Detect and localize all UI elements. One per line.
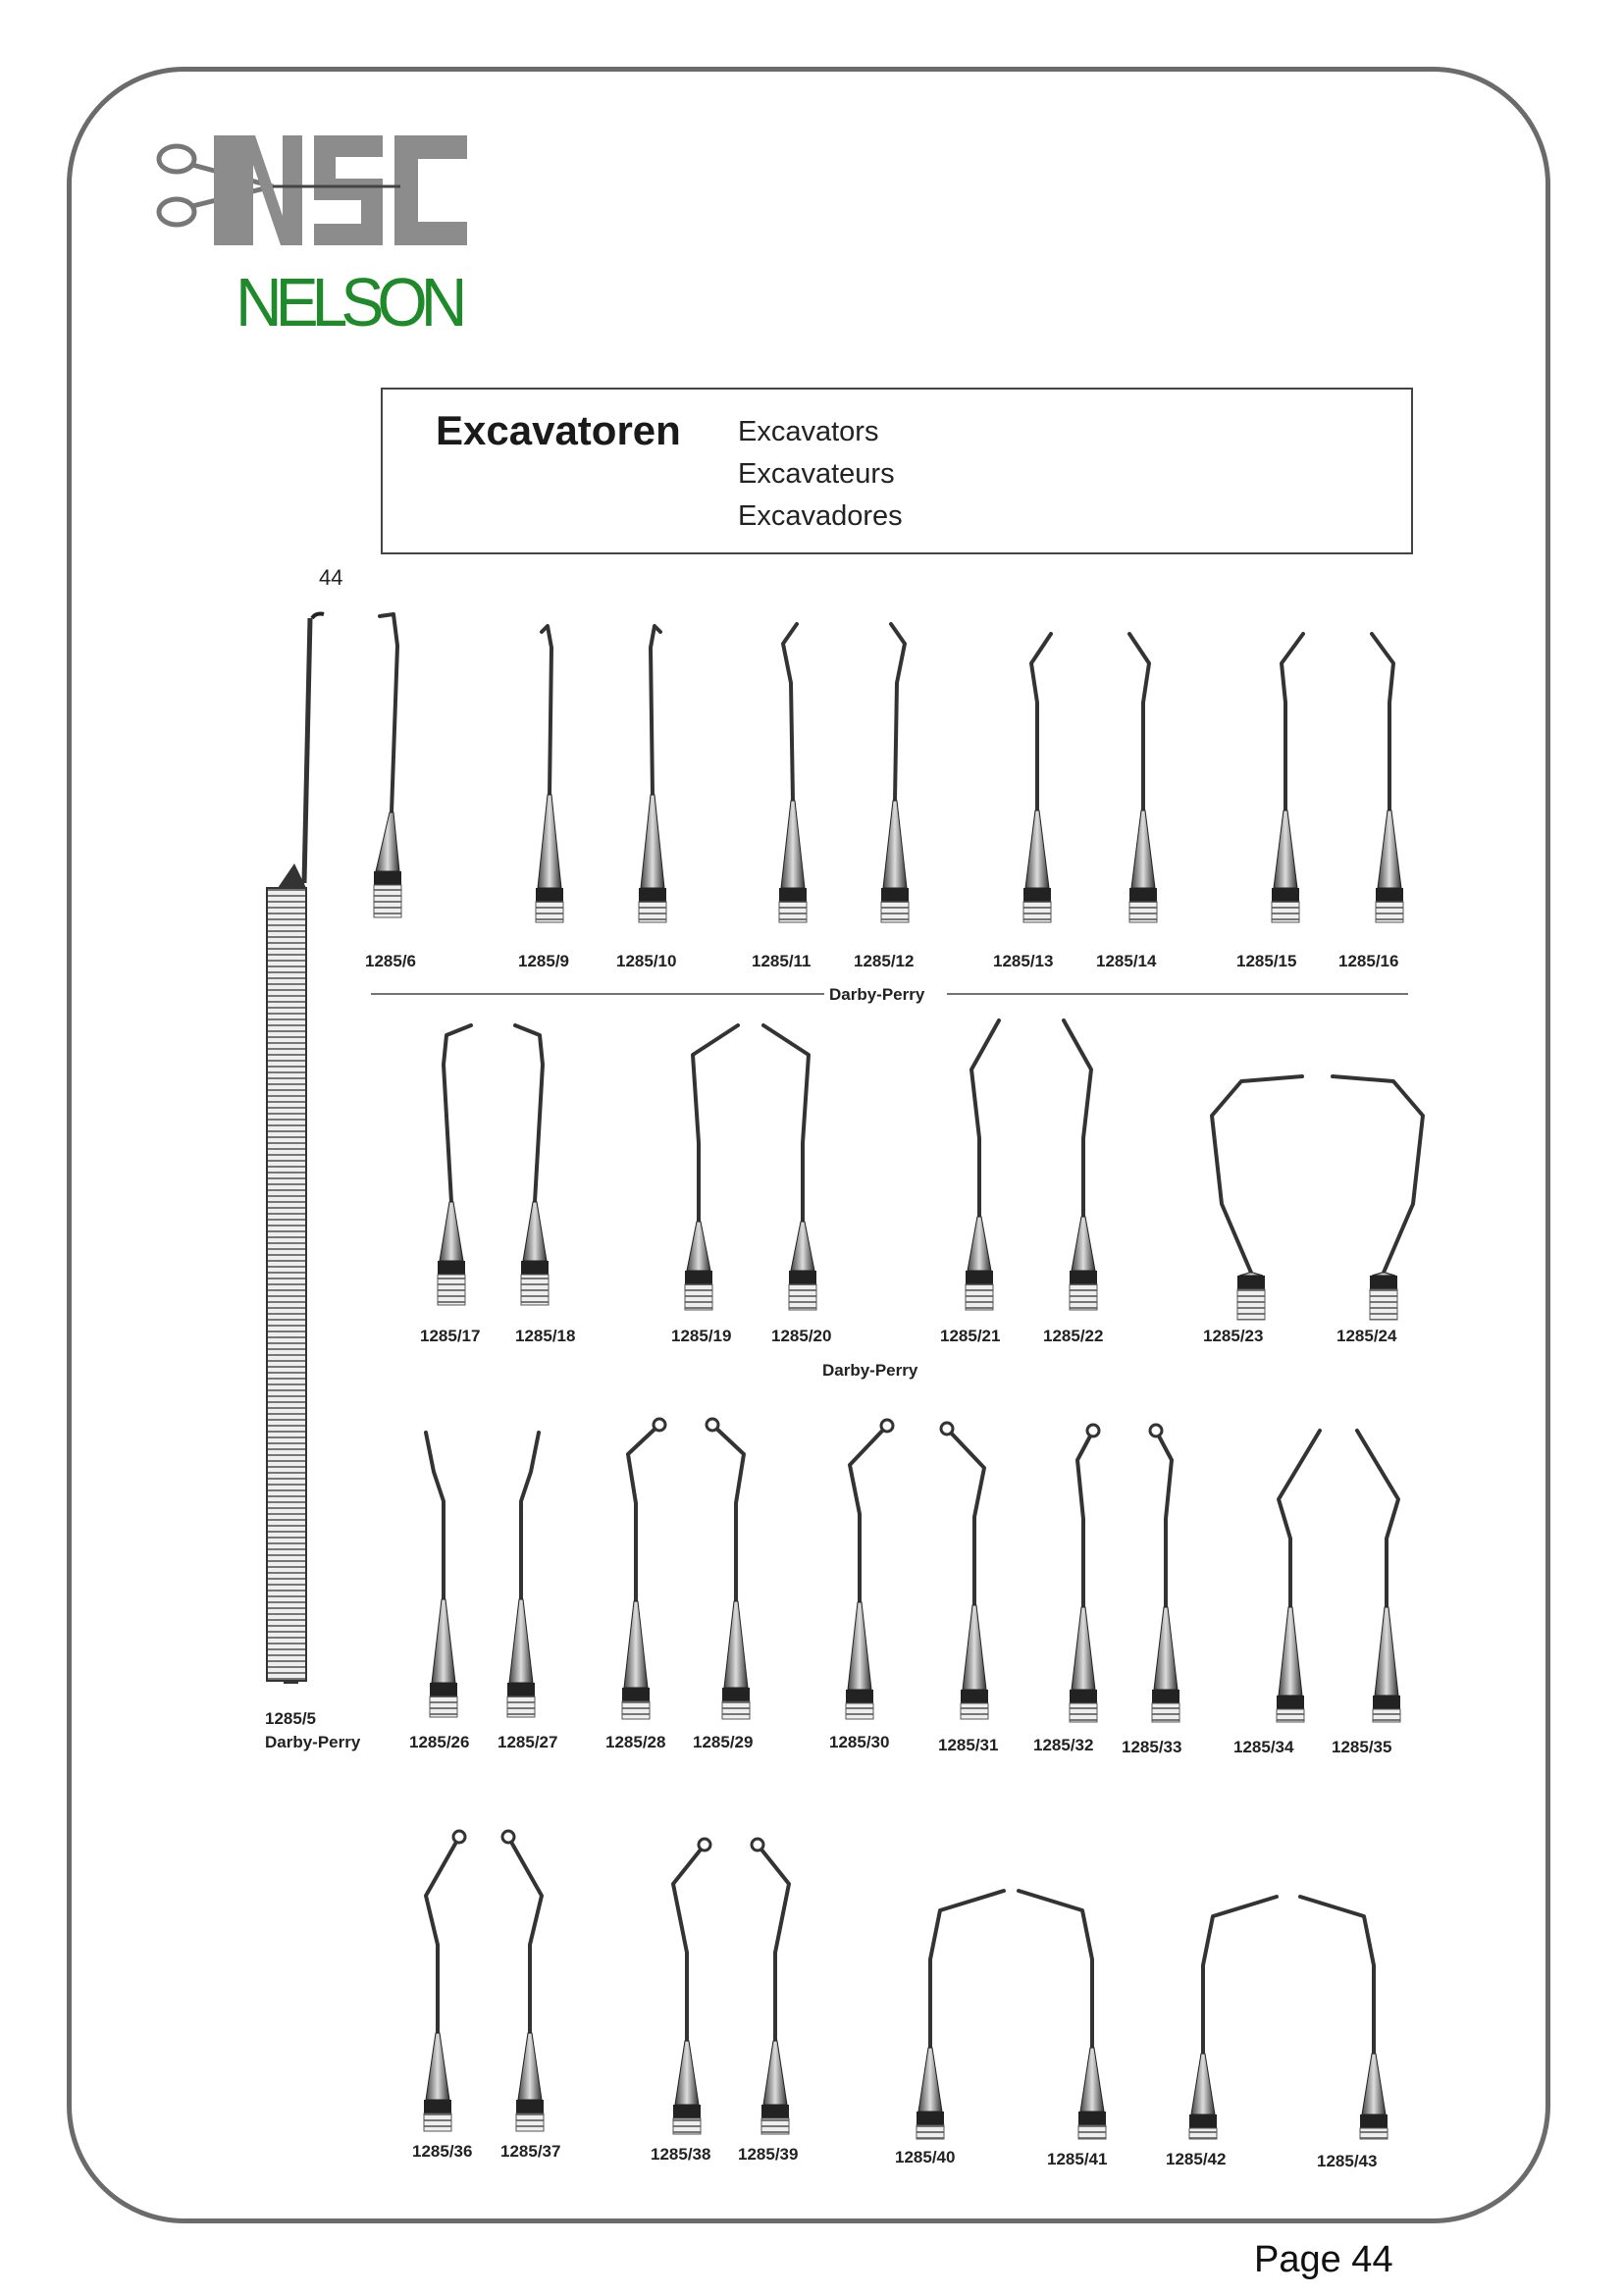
page-title: Excavatoren: [436, 407, 681, 453]
code-1285-36: 1285/36: [412, 2142, 473, 2161]
section-label-darby-perry-2: Darby-Perry: [822, 1361, 918, 1380]
instrument-1285-23: [1212, 1076, 1302, 1320]
instrument-1285-35: [1357, 1431, 1400, 1722]
instrument-1285-14: [1129, 634, 1157, 922]
long-instrument-note: Darby-Perry: [265, 1733, 361, 1751]
code-1285-13: 1285/13: [993, 952, 1054, 970]
instrument-1285-38: [673, 1839, 710, 2134]
instrument-1285-27: [507, 1433, 539, 1717]
code-1285-42: 1285/42: [1166, 2150, 1227, 2168]
instrument-1285-36: [424, 1831, 465, 2131]
code-1285-35: 1285/35: [1332, 1738, 1392, 1756]
instrument-1285-32: [1070, 1425, 1099, 1722]
code-1285-24: 1285/24: [1336, 1327, 1397, 1345]
brand-name: NELSON: [236, 264, 461, 340]
instrument-1285-20: [763, 1025, 816, 1310]
translation-en: Excavators: [738, 416, 879, 447]
code-1285-40: 1285/40: [895, 2148, 956, 2166]
instrument-1285-41: [1019, 1891, 1106, 2139]
instrument-1285-19: [685, 1025, 738, 1310]
code-1285-39: 1285/39: [738, 2145, 799, 2164]
code-1285-6: 1285/6: [365, 952, 416, 970]
code-1285-23: 1285/23: [1203, 1327, 1264, 1345]
instrument-1285-11: [779, 624, 807, 922]
instrument-1285-24: [1333, 1076, 1423, 1320]
instrument-1285-18: [515, 1025, 549, 1305]
code-1285-19: 1285/19: [671, 1327, 732, 1345]
instrument-1285-33: [1150, 1425, 1179, 1722]
code-1285-9: 1285/9: [518, 952, 569, 970]
instrument-1285-10: [639, 626, 666, 922]
instrument-1285-42: [1189, 1897, 1277, 2139]
instrument-1285-28: [622, 1419, 665, 1719]
instrument-1285-31: [941, 1423, 988, 1719]
instrument-1285-9: [536, 626, 563, 922]
instrument-1285-29: [707, 1419, 750, 1719]
code-1285-43: 1285/43: [1317, 2152, 1378, 2170]
instrument-1285-34: [1277, 1431, 1320, 1722]
code-1285-22: 1285/22: [1043, 1327, 1104, 1345]
code-1285-37: 1285/37: [500, 2142, 561, 2161]
instrument-1285-30: [846, 1420, 893, 1719]
code-1285-29: 1285/29: [693, 1733, 754, 1751]
instrument-1285-6: [374, 614, 401, 917]
instrument-1285-37: [502, 1831, 544, 2131]
page-number: Page 44: [1254, 2239, 1393, 2280]
code-1285-11: 1285/11: [752, 952, 812, 970]
code-1285-26: 1285/26: [409, 1733, 470, 1751]
instrument-1285-22: [1064, 1020, 1097, 1310]
code-1285-20: 1285/20: [771, 1327, 832, 1345]
code-1285-16: 1285/16: [1338, 952, 1399, 970]
instrument-1285-13: [1023, 634, 1051, 922]
code-1285-38: 1285/38: [651, 2145, 711, 2164]
instrument-1285-21: [966, 1020, 999, 1310]
translation-fr: Excavateurs: [738, 458, 895, 490]
instrument-1285-12: [881, 624, 909, 922]
code-1285-17: 1285/17: [420, 1327, 481, 1345]
instrument-1285-5: [267, 614, 324, 1684]
instrument-1285-16: [1372, 634, 1403, 922]
code-1285-15: 1285/15: [1236, 952, 1297, 970]
instrument-1285-39: [752, 1839, 789, 2134]
code-1285-34: 1285/34: [1233, 1738, 1294, 1756]
code-1285-18: 1285/18: [515, 1327, 576, 1345]
code-1285-28: 1285/28: [605, 1733, 666, 1751]
instrument-1285-43: [1300, 1897, 1388, 2139]
instrument-1285-40: [917, 1891, 1004, 2139]
code-1285-41: 1285/41: [1047, 2150, 1108, 2168]
figure-number: 44: [319, 565, 343, 590]
code-1285-21: 1285/21: [940, 1327, 1001, 1345]
instrument-1285-26: [426, 1433, 457, 1717]
code-1285-27: 1285/27: [498, 1733, 558, 1751]
translation-es: Excavadores: [738, 500, 903, 532]
section-label-darby-perry-1: Darby-Perry: [829, 985, 925, 1004]
code-1285-12: 1285/12: [854, 952, 915, 970]
code-1285-31: 1285/31: [938, 1736, 999, 1754]
code-1285-33: 1285/33: [1122, 1738, 1182, 1756]
code-1285-5: 1285/5: [265, 1709, 316, 1728]
code-1285-32: 1285/32: [1033, 1736, 1094, 1754]
instrument-1285-15: [1272, 634, 1303, 922]
instrument-1285-17: [438, 1025, 471, 1305]
code-1285-30: 1285/30: [829, 1733, 890, 1751]
code-1285-10: 1285/10: [616, 952, 677, 970]
code-1285-14: 1285/14: [1096, 952, 1157, 970]
